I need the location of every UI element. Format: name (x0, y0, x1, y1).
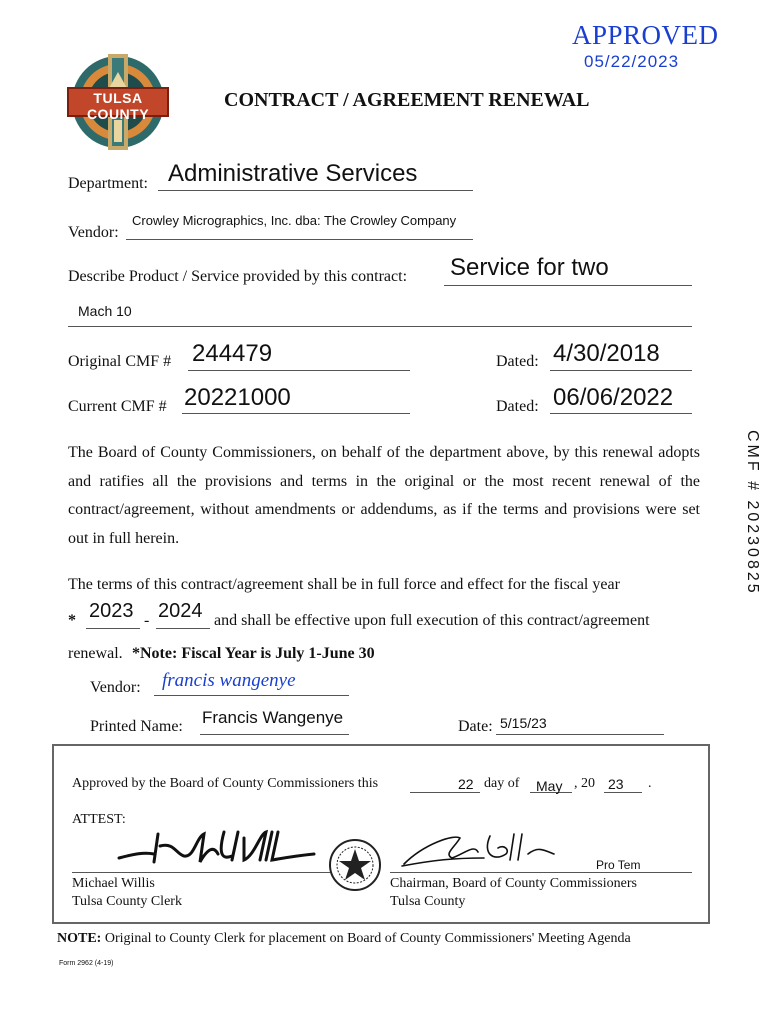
attest-label: ATTEST: (72, 812, 126, 827)
approved-stamp: APPROVED (572, 20, 719, 50)
cmf-side-stamp: CMF # 20230825 (744, 430, 761, 596)
current-dated-label: Dated: (496, 398, 539, 415)
year-start-line (86, 628, 140, 629)
printed-name-line (200, 734, 349, 735)
terms-after: and shall be effective upon full execution of this contract/agreement (214, 612, 650, 629)
vendor-label: Vendor: (68, 224, 119, 241)
approval-day[interactable]: 22 (458, 776, 474, 792)
original-dated-label: Dated: (496, 353, 539, 370)
printed-name-value[interactable]: Francis Wangenye (202, 708, 344, 727)
approval-day-line (410, 792, 480, 793)
original-dated-value[interactable]: 4/30/2018 (553, 340, 660, 367)
current-dated-line (550, 413, 692, 414)
clerk-signature (114, 824, 334, 874)
clerk-name: Michael Willis (72, 876, 155, 891)
vendor-signature-line (154, 695, 349, 696)
original-cmf-label: Original CMF # (68, 353, 172, 370)
product-line (444, 285, 692, 286)
current-cmf-value[interactable]: 20221000 (184, 384, 291, 411)
year-start-value[interactable]: 2023 (89, 600, 134, 622)
terms-renewal: renewal. (68, 645, 123, 662)
year-end-line (156, 628, 210, 629)
ratification-paragraph: The Board of County Commissioners, on behalf of the department above, by this renewal adopts and ratifies all the provisions and terms in the original or the most recent renewal of the contract/agreement, without amendments or addendums, as if the terms and provisions were set out in full herein. (68, 444, 700, 547)
original-cmf-value[interactable]: 244479 (192, 340, 273, 367)
product-label: Describe Product / Service provided by this contract: (68, 268, 408, 285)
date-value[interactable]: 5/15/23 (500, 715, 547, 731)
date-line (496, 734, 664, 735)
chairman-signature (394, 824, 594, 874)
current-cmf-label: Current CMF # (68, 398, 167, 415)
vendor-line (126, 239, 473, 240)
current-dated-value[interactable]: 06/06/2022 (553, 384, 674, 411)
tulsa-county-logo (66, 50, 170, 156)
clerk-title: Tulsa County Clerk (72, 894, 182, 909)
footer-note (57, 931, 631, 947)
current-cmf-line (182, 413, 410, 414)
approval-text: Approved by the Board of County Commissioners this (72, 776, 379, 791)
terms-intro: The terms of this contract/agreement shall be in full force and effect for the fiscal year (68, 576, 620, 593)
vendor-signature[interactable]: francis wangenye (162, 670, 296, 691)
product-value[interactable]: Service for two (450, 254, 609, 281)
approval-day-of: day of (484, 776, 520, 791)
approval-year[interactable]: 23 (608, 776, 624, 792)
page-title: CONTRACT / AGREEMENT RENEWAL (224, 89, 590, 111)
printed-name-label: Printed Name: (90, 718, 183, 735)
department-label: Department: (68, 175, 148, 192)
approval-month[interactable]: May (536, 778, 563, 794)
footer-note-text: Original to County Clerk for placement on Board of County Commissioners' Meeting Agenda (104, 931, 631, 946)
logo-text: TULSA COUNTY (86, 90, 150, 122)
pro-tem-label: Pro Tem (596, 858, 641, 872)
department-value[interactable]: Administrative Services (168, 160, 418, 187)
original-cmf-line (188, 370, 410, 371)
approval-year-prefix: , 20 (574, 776, 595, 791)
terms-asterisk: * (68, 612, 76, 629)
date-label: Date: (458, 718, 493, 735)
fiscal-year-note: *Note: Fiscal Year is July 1-June 30 (132, 645, 375, 662)
department-line (158, 190, 473, 191)
approval-period: . (648, 776, 652, 791)
chairman-org: Tulsa County (390, 894, 466, 909)
clerk-signature-line (72, 872, 330, 873)
terms-dash: - (144, 612, 150, 629)
product-line-2 (68, 326, 692, 327)
year-end-value[interactable]: 2024 (158, 600, 203, 622)
approval-year-line (604, 792, 642, 793)
form-id: Form 2962 (4-19) (59, 960, 114, 967)
vendor-signature-label: Vendor: (90, 679, 141, 696)
county-seal-icon (328, 838, 382, 892)
approval-box (52, 744, 710, 924)
original-dated-line (550, 370, 692, 371)
chairman-title: Chairman, Board of County Commissioners (390, 876, 637, 891)
product-value-continued[interactable]: Mach 10 (78, 303, 132, 319)
footer-note-bold: NOTE: (57, 931, 102, 946)
approved-date: 05/22/2023 (584, 52, 680, 71)
chairman-signature-line (390, 872, 692, 873)
vendor-value[interactable]: Crowley Micrographics, Inc. dba: The Crowley Company (132, 213, 457, 228)
